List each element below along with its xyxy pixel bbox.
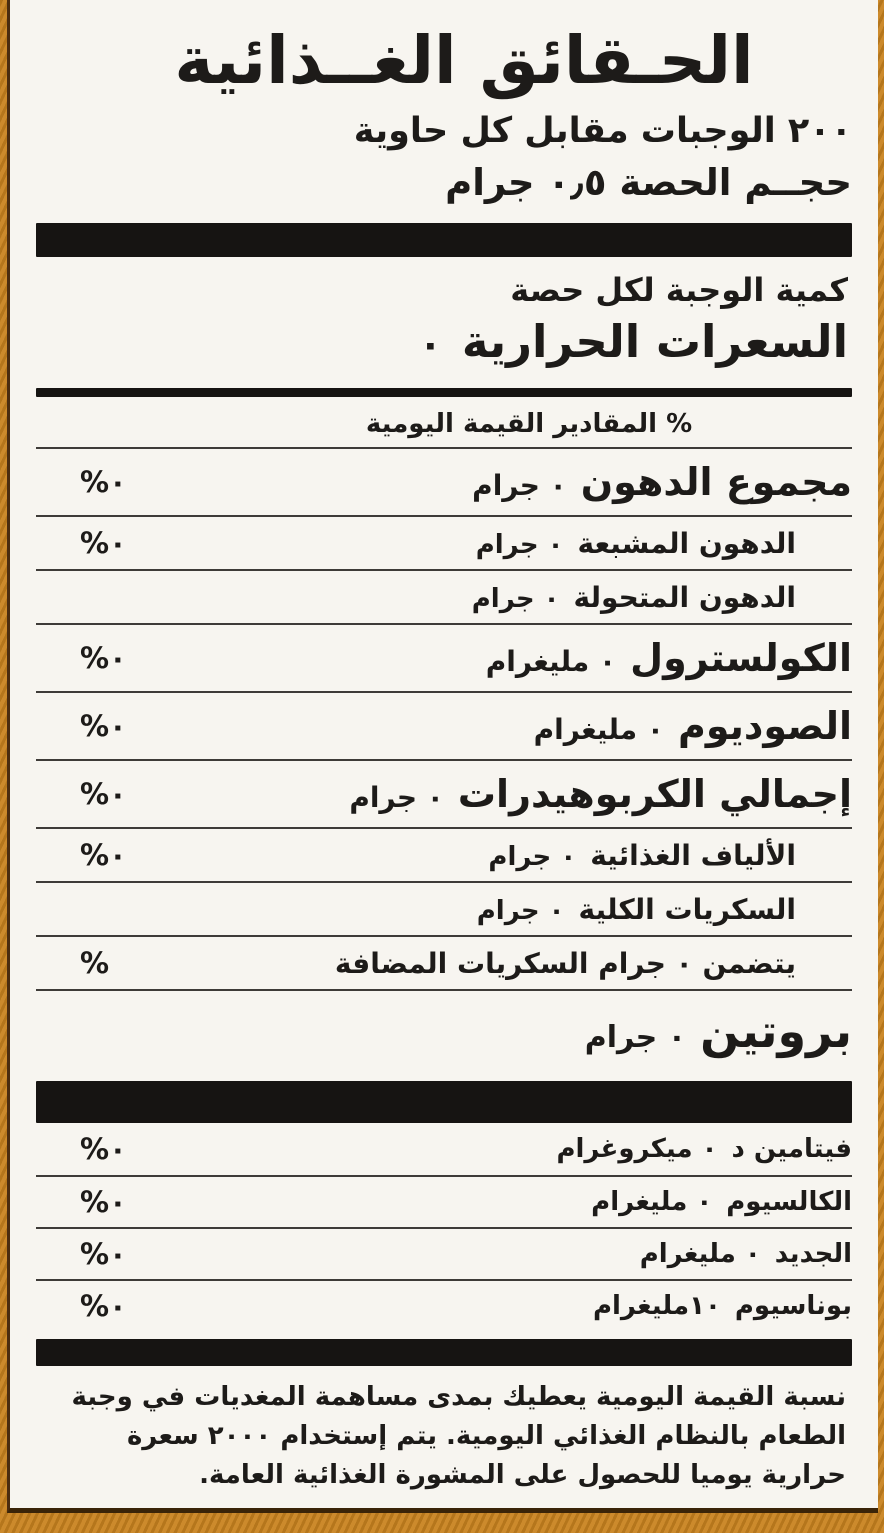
nutrient-amount: ٠ جرام	[475, 529, 564, 560]
daily-value: %٠	[80, 465, 127, 500]
nutrient-row-dietary-fiber	[36, 827, 852, 881]
nutrient-name: بروتين	[700, 1004, 852, 1059]
nutrient-amount: ٠ جرام	[471, 583, 560, 614]
nutrient-amount: ٠ جرام	[349, 781, 444, 815]
nutrient-amount: ٠ جرام	[488, 841, 577, 872]
daily-value: %٠	[80, 838, 127, 873]
nutrient-name: الصوديوم	[677, 704, 852, 749]
vitamin-row-vitamin-d	[36, 1123, 852, 1175]
vitamin-row-calcium	[36, 1175, 852, 1227]
nutrient-amount: ٠ مليغرام	[485, 645, 617, 679]
nutrient-name: السكريات الكلية	[578, 892, 796, 926]
label-title: الحـقائق الغــذائية	[174, 22, 754, 99]
vitamin-amount: ٠ ميكروغرام	[556, 1134, 718, 1165]
nutrient-name: يتضمن ٠ جرام السكريات المضافة	[334, 946, 796, 980]
vitamin-name: فيتامين د	[731, 1134, 852, 1165]
vitamin-amount: ٠ مليغرام	[639, 1239, 761, 1270]
vitamin-name: بوناسيوم	[734, 1291, 852, 1322]
daily-value: %٠	[80, 1289, 127, 1324]
nutrient-name: الدهون المشبعة	[577, 526, 796, 560]
daily-value: %٠	[80, 526, 127, 561]
nutrient-name: الدهون المتحولة	[573, 580, 796, 614]
nutrient-row-trans-fat	[36, 569, 852, 623]
footnote-text: نسبة القيمة اليومية يعطيك بمدى مساهمة المغديات في وجبة الطعام بالنظام الغذائي اليومية. يتم إستخدام ٢٠٠٠ سعرة حرارية يوميا للحصول على المشورة الغذائية العامة.	[71, 1382, 846, 1491]
servings-per-container-line: ٢٠٠ الوجبات مقابل كل حاوية	[353, 111, 852, 152]
nutrient-row-total-fat	[36, 447, 852, 515]
nutrient-amount: ٠ جرام	[584, 1020, 687, 1056]
separator-bar-vitamins	[36, 1081, 852, 1123]
vitamin-amount: ١٠مليغرام	[592, 1291, 721, 1322]
nutrient-row-protein	[36, 989, 852, 1071]
vitamin-name: الكالسيوم	[726, 1187, 852, 1218]
calories-row	[36, 309, 852, 378]
serving-size-line: حجــم الحصة ٠٫٥ جرام	[445, 160, 852, 204]
daily-value: %٠	[80, 1132, 127, 1167]
vitamin-amount: ٠ مليغرام	[591, 1187, 713, 1218]
daily-value-header: % المقادير القيمة اليومية	[365, 409, 693, 440]
daily-value: %٠	[80, 1237, 127, 1272]
daily-value: %٠	[80, 709, 127, 744]
nutrient-row-total-sugars	[36, 881, 852, 935]
vitamin-row-iron	[36, 1227, 852, 1279]
calories-label: السعرات الحرارية	[461, 315, 848, 369]
daily-value: %	[80, 946, 110, 981]
nutrient-name: الألياف الغذائية	[590, 838, 796, 872]
vitamin-name: الجديد	[774, 1239, 852, 1270]
nutrient-amount: ٠ جرام	[476, 895, 565, 926]
nutrient-amount: ٠ مليغرام	[533, 713, 664, 747]
nutrient-amount: ٠ جرام	[472, 469, 567, 503]
nutrition-facts-label	[7, 0, 878, 1513]
nutrient-row-sodium	[36, 691, 852, 759]
nutrient-row-total-carbohydrate	[36, 759, 852, 827]
separator-bar-top	[36, 223, 852, 257]
nutrient-row-saturated-fat	[36, 515, 852, 569]
amount-per-serving-label: كمية الوجبة لكل حصة	[510, 271, 848, 310]
nutrient-row-cholesterol	[36, 623, 852, 691]
calories-value: ٠	[418, 322, 442, 367]
nutrient-name: إجمالي الكربوهيدرات	[457, 772, 852, 817]
separator-bar-calories	[36, 388, 852, 397]
nutrient-row-added-sugars	[36, 935, 852, 989]
daily-value: %٠	[80, 1185, 127, 1220]
vitamin-row-potassium	[36, 1279, 852, 1331]
separator-bar-footnote	[36, 1339, 852, 1366]
daily-value: %٠	[80, 641, 127, 676]
nutrient-name: مجموع الدهون	[580, 460, 852, 505]
nutrient-name: الكولسترول	[630, 636, 852, 681]
daily-value: %٠	[80, 777, 127, 812]
